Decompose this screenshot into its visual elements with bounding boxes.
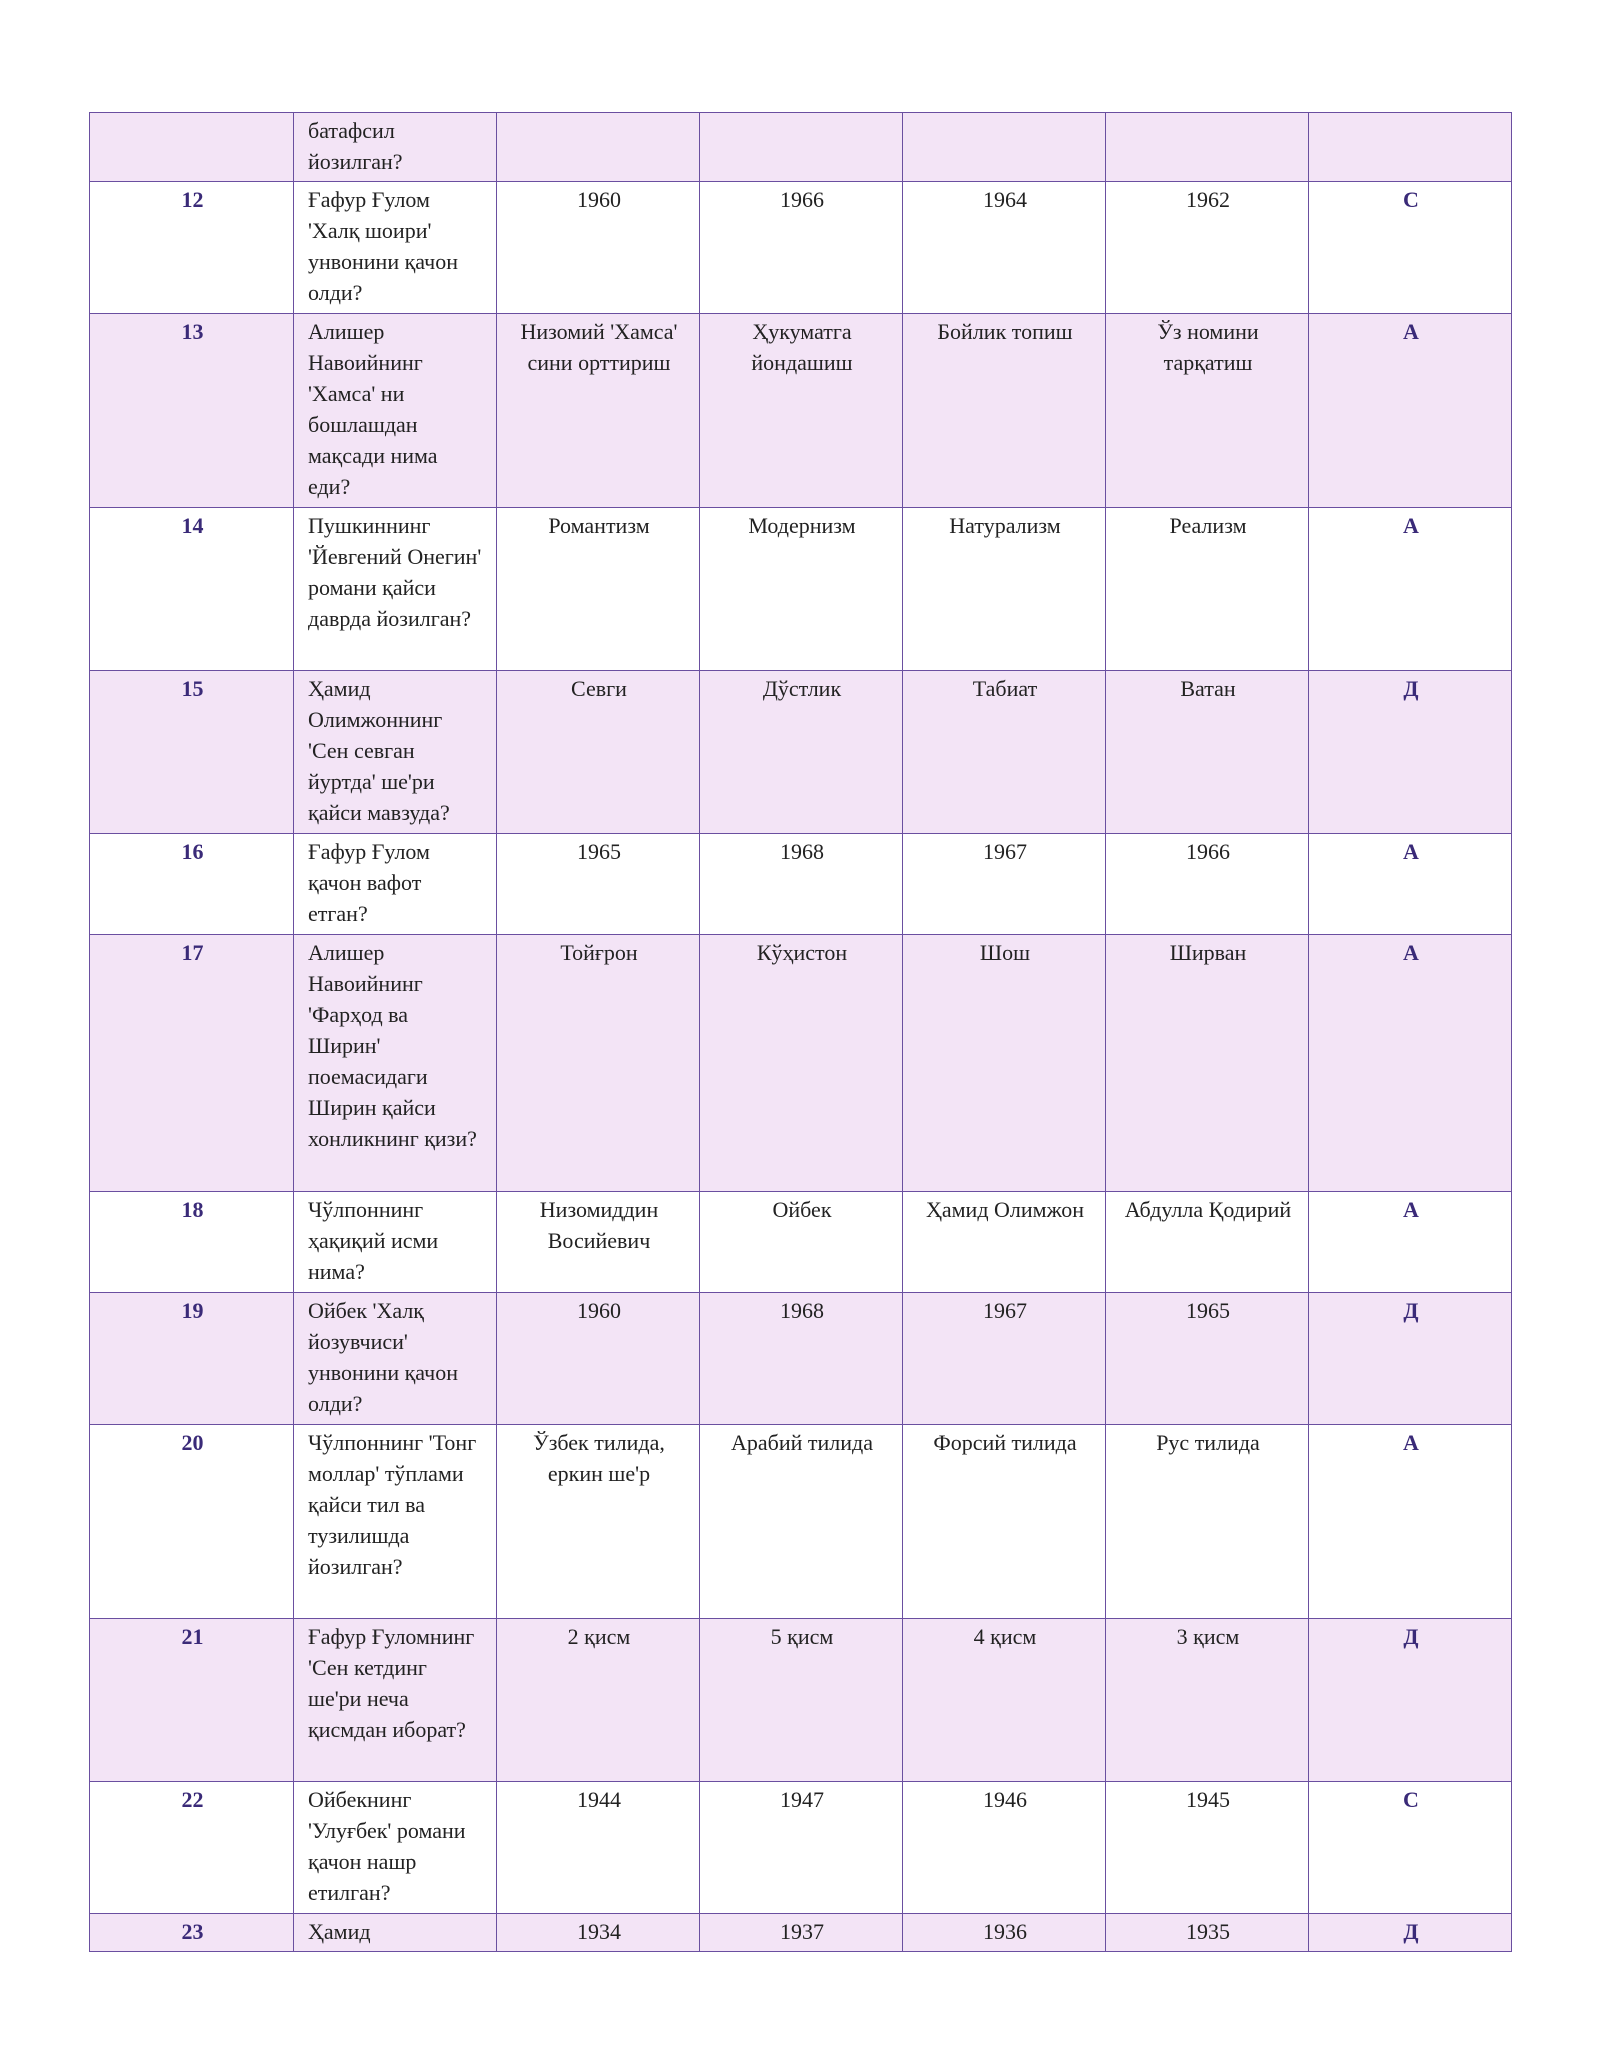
option-a: 2 қисм	[497, 1619, 700, 1782]
option-a: 1960	[497, 182, 700, 314]
question-text: Ойбек 'Халқ йозувчиси' унвонини қачон олди?	[294, 1293, 497, 1425]
question-number: 19	[90, 1293, 294, 1425]
correct-answer: С	[1309, 1782, 1512, 1914]
option-d: 3 қисм	[1106, 1619, 1309, 1782]
question-number: 21	[90, 1619, 294, 1782]
table-row	[90, 1192, 1512, 1293]
option-b: 1968	[700, 1293, 903, 1425]
option-a: Романтизм	[497, 508, 700, 671]
table-row	[90, 1293, 1512, 1425]
option-d: Ширван	[1106, 935, 1309, 1192]
option-b: Ҳукуматга йондашиш	[700, 314, 903, 508]
option-c: Натурализм	[903, 508, 1106, 671]
correct-answer: А	[1309, 508, 1512, 671]
question-number: 12	[90, 182, 294, 314]
question-number: 20	[90, 1425, 294, 1619]
option-d: Рус тилида	[1106, 1425, 1309, 1619]
option-a: Низомий 'Хамса' сини орттириш	[497, 314, 700, 508]
correct-answer: Д	[1309, 1619, 1512, 1782]
option-d: Реализм	[1106, 508, 1309, 671]
option-d: Ватан	[1106, 671, 1309, 834]
option-d: 1966	[1106, 834, 1309, 935]
question-number: 23	[90, 1914, 294, 1952]
option-b: Модернизм	[700, 508, 903, 671]
table-row	[90, 1782, 1512, 1914]
table-row	[90, 508, 1512, 671]
table-row	[90, 113, 1512, 182]
option-c: Шош	[903, 935, 1106, 1192]
option-a: Севги	[497, 671, 700, 834]
table-row	[90, 182, 1512, 314]
question-text: Чўлпоннинг ҳақиқий исми нима?	[294, 1192, 497, 1293]
option-b: Арабий тилида	[700, 1425, 903, 1619]
question-text: Ғафур Ғулом 'Халқ шоири' унвонини қачон олди?	[294, 182, 497, 314]
table-row	[90, 1425, 1512, 1619]
question-number: 16	[90, 834, 294, 935]
option-b	[700, 113, 903, 182]
option-d: Абдулла Қодирий	[1106, 1192, 1309, 1293]
correct-answer: Д	[1309, 671, 1512, 834]
option-c: 4 қисм	[903, 1619, 1106, 1782]
correct-answer	[1309, 113, 1512, 182]
option-b: 5 қисм	[700, 1619, 903, 1782]
correct-answer: А	[1309, 1192, 1512, 1293]
correct-answer: А	[1309, 314, 1512, 508]
option-a: 1944	[497, 1782, 700, 1914]
question-number: 22	[90, 1782, 294, 1914]
question-number: 17	[90, 935, 294, 1192]
question-number: 18	[90, 1192, 294, 1293]
question-text: Чўлпоннинг 'Тонг моллар' тўплами қайси тил ва тузилишда йозилган?	[294, 1425, 497, 1619]
option-c	[903, 113, 1106, 182]
correct-answer: А	[1309, 834, 1512, 935]
option-b: 1947	[700, 1782, 903, 1914]
option-c: Ҳамид Олимжон	[903, 1192, 1106, 1293]
question-number: 15	[90, 671, 294, 834]
question-number: 13	[90, 314, 294, 508]
question-text: Пушкиннинг 'Йевгений Онегин' романи қайси даврда йозилган?	[294, 508, 497, 671]
table-row	[90, 314, 1512, 508]
question-text: Алишер Навоийнинг 'Фарҳод ва Ширин' поемасидаги Ширин қайси хонликнинг қизи?	[294, 935, 497, 1192]
option-b: Ойбек	[700, 1192, 903, 1293]
option-c: 1967	[903, 834, 1106, 935]
option-c: Бойлик топиш	[903, 314, 1106, 508]
table-row	[90, 935, 1512, 1192]
question-text: Ғафур Ғулом қачон вафот етган?	[294, 834, 497, 935]
option-b: 1937	[700, 1914, 903, 1952]
option-c: 1936	[903, 1914, 1106, 1952]
question-text: батафсил йозилган?	[294, 113, 497, 182]
option-b: 1966	[700, 182, 903, 314]
correct-answer: С	[1309, 182, 1512, 314]
option-a: 1965	[497, 834, 700, 935]
option-d: 1945	[1106, 1782, 1309, 1914]
option-c: 1946	[903, 1782, 1106, 1914]
option-a: 1960	[497, 1293, 700, 1425]
question-text: Ҳамид	[294, 1914, 497, 1952]
table-row	[90, 1619, 1512, 1782]
option-c: Форсий тилида	[903, 1425, 1106, 1619]
option-b: Кўҳистон	[700, 935, 903, 1192]
option-b: 1968	[700, 834, 903, 935]
correct-answer: Д	[1309, 1293, 1512, 1425]
option-d: 1935	[1106, 1914, 1309, 1952]
option-d: Ўз номини тарқатиш	[1106, 314, 1309, 508]
table-row	[90, 1914, 1512, 1952]
option-a: Низомиддин Восийевич	[497, 1192, 700, 1293]
correct-answer: Д	[1309, 1914, 1512, 1952]
correct-answer: А	[1309, 1425, 1512, 1619]
table-row	[90, 671, 1512, 834]
question-text: Ғафур Ғуломнинг 'Сен кетдинг ше'ри неча қисмдан иборат?	[294, 1619, 497, 1782]
option-c: Табиат	[903, 671, 1106, 834]
table-row	[90, 834, 1512, 935]
question-number: 14	[90, 508, 294, 671]
correct-answer: А	[1309, 935, 1512, 1192]
question-text: Алишер Навоийнинг 'Хамса' ни бошлашдан мақсади нима еди?	[294, 314, 497, 508]
document-page	[89, 112, 1511, 1952]
question-text: Ойбекнинг 'Улуғбек' романи қачон нашр етилган?	[294, 1782, 497, 1914]
question-text: Ҳамид Олимжоннинг 'Сен севган йуртда' ше'ри қайси мавзуда?	[294, 671, 497, 834]
option-c: 1964	[903, 182, 1106, 314]
question-number	[90, 113, 294, 182]
option-c: 1967	[903, 1293, 1106, 1425]
option-a: Ўзбек тилида, еркин ше'р	[497, 1425, 700, 1619]
option-a	[497, 113, 700, 182]
option-d: 1965	[1106, 1293, 1309, 1425]
option-a: Тойғрон	[497, 935, 700, 1192]
option-a: 1934	[497, 1914, 700, 1952]
option-d: 1962	[1106, 182, 1309, 314]
option-b: Дўстлик	[700, 671, 903, 834]
quiz-table	[89, 112, 1512, 1952]
option-d	[1106, 113, 1309, 182]
